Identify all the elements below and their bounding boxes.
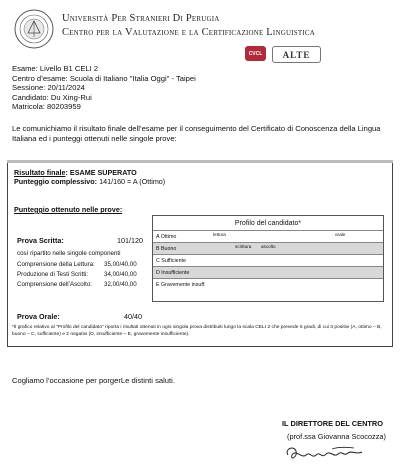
- written-exam-score: 101/120: [117, 236, 143, 245]
- candidate-name: Candidato: Du Xing-Rui: [12, 92, 92, 102]
- profile-grade-label: B Buono: [156, 245, 177, 252]
- profile-grade-label: C Sufficiente: [156, 257, 186, 264]
- candidate-info: [12, 64, 196, 112]
- component-score: 32,00/40,00: [104, 281, 137, 288]
- final-result-label: Risultato finale: [14, 168, 66, 177]
- university-seal-logo: [14, 9, 54, 49]
- components-label: così ripartito nelle singole componenti: [17, 250, 121, 257]
- profile-mark: lettura: [213, 232, 226, 237]
- director-name: (prof.ssa Giovanna Scocozza): [287, 432, 386, 441]
- profile-grade-label: E Gravemente insuff.: [156, 281, 206, 288]
- final-result-value: : ESAME SUPERATO: [65, 168, 137, 177]
- oral-exam-label: Prova Orale:: [17, 312, 60, 321]
- profile-mark: ascolto: [261, 244, 276, 249]
- exam-level: Esame: Livello B1 CELI 2: [12, 64, 99, 73]
- profile-grade-label: A Ottimo: [156, 233, 177, 240]
- profile-row: [153, 230, 383, 242]
- oral-exam-score: 40/40: [124, 312, 142, 321]
- university-name: Università Per Stranieri Di Perugia: [62, 13, 220, 24]
- profile-mark: scrittura: [235, 244, 252, 249]
- total-score-value: 141/160 = A (Ottimo): [99, 177, 166, 186]
- profile-grade-label: D Insufficiente: [156, 269, 190, 276]
- handwritten-signature: [282, 441, 368, 467]
- profile-mark: orale: [335, 232, 346, 237]
- profile-row: [153, 242, 383, 254]
- director-title: IL DIRETTORE DEL CENTRO: [282, 419, 384, 428]
- component-label: Comprensione della Lettura:: [17, 261, 95, 268]
- profile-row: [153, 266, 383, 278]
- total-score-label: Punteggio complessivo:: [14, 177, 98, 186]
- final-result: [14, 168, 137, 177]
- center-name: Centro per la Valutazione e la Certificazione Linguistica: [62, 27, 315, 38]
- scores-heading: Punteggio ottenuto nelle prove:: [14, 205, 123, 214]
- profile-row: [153, 278, 383, 290]
- written-exam-label: Prova Scritta:: [17, 236, 64, 245]
- exam-session: Sessione: 20/11/2024: [12, 83, 85, 93]
- component-score: 34,00/40,00: [104, 271, 137, 278]
- component-score: 35,00/40,00: [104, 261, 137, 268]
- intro-paragraph: Le comunichiamo il risultato finale dell’esame per il conseguimento del Certificato di Conoscenza della Lingua Italiana ed i punteggi ottenuti nelle singole prove:: [12, 124, 381, 143]
- profile-row: [153, 254, 383, 266]
- profile-title: Profilo del candidato*: [153, 216, 383, 231]
- results-box-top-bar: [7, 160, 393, 163]
- candidate-profile-table: [152, 215, 384, 302]
- exam-center: Centro d’esame: Scuola di Italiano "Italia Oggi" - Taipei: [12, 73, 196, 83]
- total-score: [14, 177, 165, 186]
- cvcl-logo: CVCL: [245, 46, 266, 61]
- component-label: Produzione di Testi Scritti:: [17, 271, 89, 278]
- profile-footnote: *Il grafico relativo al "Profilo del candidato" riporta i risultati ottenuti in ogni singola prova distribuiti lungo la scala CELI 2 che prevede 5 gradi, di cui 3 positivi (A, ottimo – B, buono – C, sufficiente) e 2 negativi (D, insufficiente – E, gravemente insufficiente).: [12, 325, 382, 337]
- matricola: Matricola: 80203959: [12, 102, 81, 112]
- closing-salutation: Cogliamo l’occasione per porgerLe distinti saluti.: [12, 376, 175, 385]
- component-label: Comprensione dell’Ascolto:: [17, 281, 92, 288]
- alte-logo: ALTE: [272, 46, 321, 63]
